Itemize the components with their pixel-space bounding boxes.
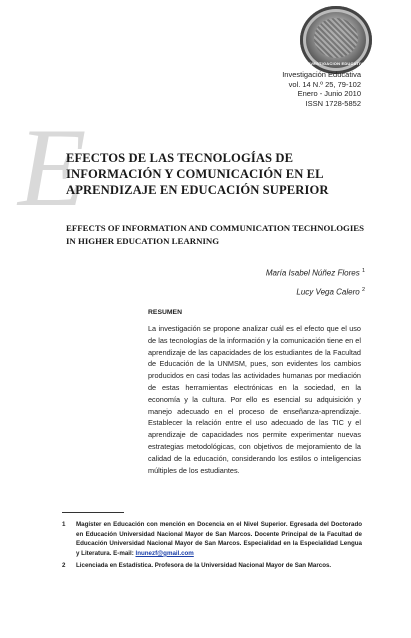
footnote-2 [62,561,362,571]
journal-name: Investigación Educativa [282,70,361,79]
author-footnote-mark: 1 [361,268,365,274]
journal-period: Enero - Junio 2010 [297,89,361,98]
article-title: EFECTOS DE LAS TECNOLOGÍAS DE INFORMACIÓN Y COMUNICACIÓN EN EL APRENDIZAJE EN EDUCACIÓN SUPERIOR [66,151,329,197]
footnote-text: Magíster en Educación con mención en Docencia en el Nivel Superior. Egresada del Doctorado en Educación Universidad Nacional Mayor de San Marcos. Docente Principal de la Facultad de Educación Universidad Nacional Mayor de San Marcos. Especialidad en la Especialidad Lengua y Literatura. E-mail: [76,521,362,557]
author-name: María Isabel Núñez Flores [265,268,360,278]
author-2 [296,287,365,297]
decorative-drop-letter: E [18,106,87,230]
abstract-heading: RESUMEN [148,309,182,316]
author-1 [266,268,365,278]
journal-seal-logo [300,6,372,74]
journal-volume: vol. 14 N.º 25, 79-102 [288,79,361,89]
footnote-number: 2 [62,562,66,570]
footnote-rule [62,512,124,513]
footnote-number: 1 [62,521,66,528]
abstract-text: La investigación se propone analizar cuál es el efecto que el uso de las tecnologías de la información y la comunicación tiene en el aprendizaje de las capacidades de los estudiantes de la Facultad de Educación de la UNMSM, pues, son evidentes los cambios producidos en casi todas las actividades humanas por mediación de estas herramientas electrónicas en la sociedad, en la economía y la cultura. Por ello es esencial su adquisición y manejo adecuado en el proceso de enseñanza-aprendizaje. Establecer la relación entre el uso adecuado de las TIC y el aprendizaje de capacidades nos permite experimentar nuevas estrategias metodológicas, con objetivos de mejoramiento de la calidad de la educación, considerando los estilos o inteligencias múltiples de los estudiantes. [148,324,361,475]
journal-info [282,70,361,108]
footnotes [62,520,362,574]
footnote-email-link[interactable]: lnunezf@gmail.com [135,549,194,557]
seal-emblem [314,18,358,58]
footnote-text: Licenciada en Estadística. Profesora de la Universidad Nacional Mayor de San Marcos. [76,562,332,570]
journal-issn: ISSN 1728-5852 [305,98,361,108]
seal-text: INVESTIGACION EDUCATIVA [306,61,367,66]
author-name: Lucy Vega Calero [296,287,360,297]
article-title-english: EFFECTS OF INFORMATION AND COMMUNICATION TECHNOLOGIES IN HIGHER EDUCATION LEARNING [66,223,365,246]
author-footnote-mark: 2 [361,287,365,293]
footnote-1 [62,520,362,558]
